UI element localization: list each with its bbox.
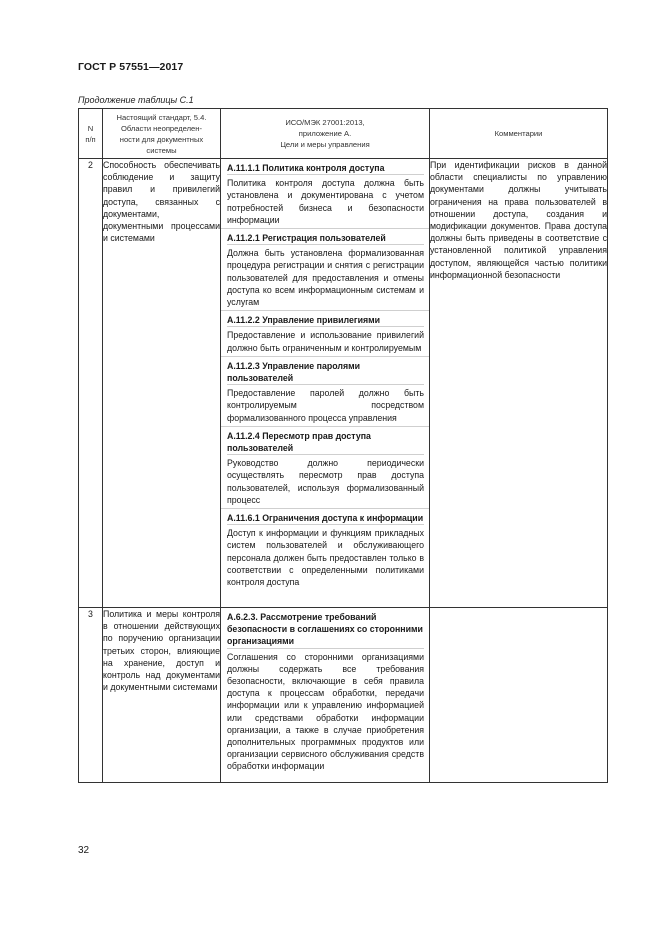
control-block bbox=[221, 356, 429, 426]
control-block bbox=[221, 228, 429, 310]
control-text: Должна быть установлена формализованная процедура регистрации и снятия с регистрации пользователей для предоставления и отмены доступа ко всем информационным системам и услугам bbox=[227, 244, 424, 310]
header-area: Настоящий стандарт, 5.4. Области неопределен- ности для документных системы bbox=[103, 109, 221, 159]
row-number: 3 bbox=[79, 608, 103, 783]
header-num: N п/п bbox=[79, 109, 103, 159]
comments-cell bbox=[430, 608, 608, 783]
control-text: Предоставление и использование привилегий должно быть ограниченным и контролируемым bbox=[227, 326, 424, 355]
control-text: Руководство должно периодически осуществлять пересмотр прав доступа пользователей, используя формализованный процесс bbox=[227, 454, 424, 508]
table-caption: Продолжение таблицы С.1 bbox=[78, 95, 194, 105]
control-text: Соглашения со сторонними организациями должны содержать все требования безопасности, включающие в себя правила доступа к процессам обработки, передачи информации или к управлению информацией или средствами обработки информации организации, а также в случае приобретения дополнительных программных продуктов или организации сервисного обслуживания средств обработки информации bbox=[227, 648, 424, 775]
uncertainty-area: Способность обеспечивать соблюдение и защиту правил и привилегий доступа, связанных с документами, документными процессами и системами bbox=[103, 159, 221, 608]
controls-cell bbox=[221, 159, 430, 608]
control-text: Предоставление паролей должно быть контролируемым посредством формализованного процесса управления bbox=[227, 384, 424, 426]
control-title: A.11.2.4 Пересмотр прав доступа пользователей bbox=[227, 430, 371, 454]
control-block bbox=[221, 159, 429, 228]
uncertainty-area: Политика и меры контроля в отношении действующих по поручению организации третьих сторон, влияющие на хранение, доступ и контроль над документами и документными системами bbox=[103, 608, 221, 783]
control-block bbox=[221, 310, 429, 356]
table-row bbox=[79, 159, 608, 608]
control-text: Доступ к информации и функциям прикладных систем пользователей и обслуживающего персонала должен быть предоставлен только в соответствии с определенными политиками контроля доступа bbox=[227, 524, 424, 590]
control-text: Политика контроля доступа должна быть установлена и документирована с учетом потребностей бизнеса и безопасности информации bbox=[227, 174, 424, 228]
requirements-table bbox=[78, 108, 608, 783]
control-block bbox=[221, 426, 429, 508]
control-title: A.11.2.2 Управление привилегиями bbox=[227, 315, 381, 326]
page-number: 32 bbox=[78, 845, 90, 856]
control-title: A.6.2.3. Рассмотрение требований безопасности в соглашениях со сторонними организациями bbox=[227, 612, 423, 647]
control-title: A.11.2.3 Управление паролями пользователей bbox=[227, 360, 361, 384]
control-title: A.11.2.1 Регистрация пользователей bbox=[227, 233, 386, 244]
table-row bbox=[79, 608, 608, 783]
document-header: ГОСТ Р 57551—2017 bbox=[78, 61, 184, 73]
row-number: 2 bbox=[79, 159, 103, 608]
control-title: A.11.6.1 Ограничения доступа к информации bbox=[227, 513, 424, 524]
control-block bbox=[221, 508, 429, 590]
header-comments: Комментарии bbox=[430, 109, 608, 159]
control-block bbox=[221, 608, 429, 775]
table-header-row bbox=[79, 109, 608, 159]
header-controls: ИСО/МЭК 27001:2013, приложение А. Цели и меры управления bbox=[221, 109, 430, 159]
controls-cell bbox=[221, 608, 430, 783]
control-title: A.11.1.1 Политика контроля доступа bbox=[227, 163, 385, 173]
comments-cell: При идентификации рисков в данной области специалисты по управлению документами должны учитывать ограничения на права пользователей в отношении доступа, создания и модификации документов. Права доступа должны быть приведены в соответствие с установленной политикой управления доступом, являющейся частью политики информационной безопасности bbox=[430, 159, 608, 608]
